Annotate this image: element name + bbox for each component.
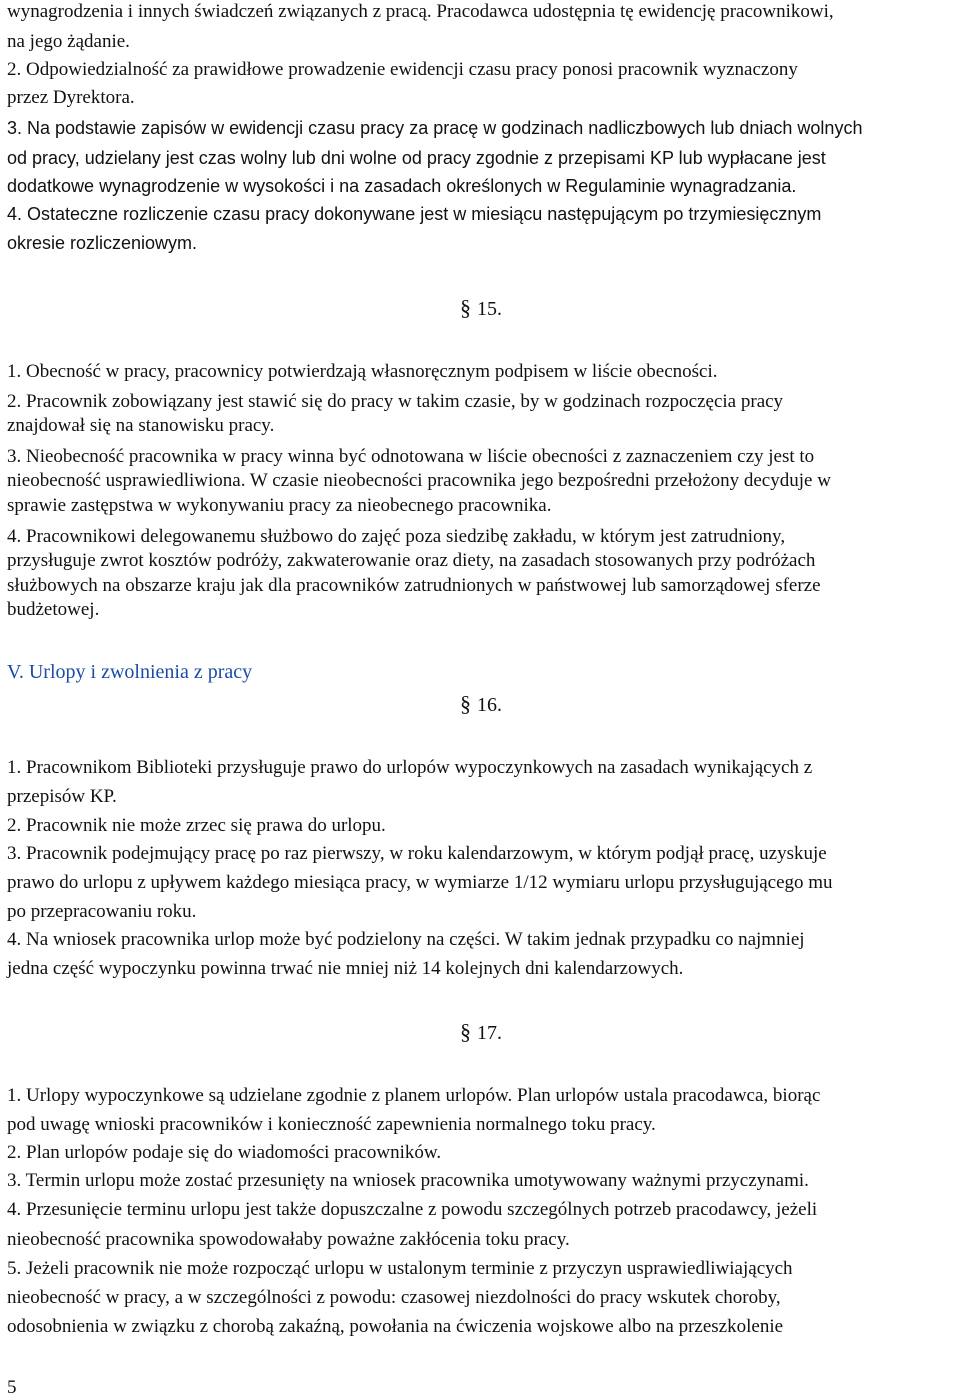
section-number-15 — [460, 296, 502, 321]
text-line: 1. Obecność w pracy, pracownicy potwierdzają własnoręcznym podpisem w liście obecności. — [7, 361, 718, 382]
section-symbol: § — [460, 1019, 471, 1044]
text-line: 1. Urlopy wypoczynkowe są udzielane zgodnie z planem urlopów. Plan urlopów ustala pracodawca, biorąc — [7, 1085, 821, 1106]
text-line: 4. Przesunięcie terminu urlopu jest także dopuszczalne z powodu szczególnych potrzeb pracodawcy, jeżeli — [7, 1199, 818, 1220]
section-symbol: § — [460, 295, 471, 320]
text-line: 4. Pracownikowi delegowanemu służbowo do zajęć poza siedzibę zakładu, w którym jest zatrudniony, — [7, 526, 786, 547]
section-number-text: 16. — [477, 694, 502, 716]
text-line: nieobecność pracownika spowodowałaby poważne zakłócenia toku pracy. — [7, 1229, 570, 1250]
text-line: 2. Pracownik nie może zrzec się prawa do urlopu. — [7, 815, 386, 836]
text-line: 5. Jeżeli pracownik nie może rozpocząć urlopu w ustalonym terminie z przyczyn usprawiedliwiających — [7, 1258, 793, 1279]
section-number-17 — [460, 1020, 502, 1045]
text-line: znajdował się na stanowisku pracy. — [7, 415, 275, 436]
text-line: 3. Termin urlopu może zostać przesunięty na wniosek pracownika umotywowany ważnymi przyczynami. — [7, 1170, 809, 1191]
text-line: 4. Na wniosek pracownika urlop może być podzielony na części. W takim jednak przypadku co najmniej — [7, 929, 805, 950]
text-line: odosobnienia w związku z chorobą zakaźną, powołania na ćwiczenia wojskowe albo na przeszkolenie — [7, 1316, 784, 1337]
text-line: od pracy, udzielany jest czas wolny lub dni wolne od pracy zgodnie z przepisami KP lub wypłacane jest — [7, 148, 826, 168]
text-line: jedna część wypoczynku powinna trwać nie mniej niż 14 kolejnych dni kalendarzowych. — [7, 958, 684, 979]
text-line: przez Dyrektora. — [7, 87, 135, 108]
chapter-heading: V. Urlopy i zwolnienia z pracy — [7, 661, 253, 683]
text-line: 2. Pracownik zobowiązany jest stawić się do pracy w takim czasie, by w godzinach rozpoczęcia pracy — [7, 391, 784, 412]
text-line: 3. Pracownik podejmujący pracę po raz pierwszy, w roku kalendarzowym, w którym podjął pracę, uzyskuje — [7, 843, 827, 864]
section-number-16 — [460, 692, 502, 717]
text-line: 3. Nieobecność pracownika w pracy winna być odnotowana w liście obecności z zaznaczeniem czy jest to — [7, 446, 815, 467]
text-line: sprawie zastępstwa w wykonywaniu pracy za nieobecnego pracownika. — [7, 495, 552, 516]
text-line: budżetowej. — [7, 599, 100, 620]
text-line: dodatkowe wynagrodzenie w wysokości i na zasadach określonych w Regulaminie wynagradzania. — [7, 176, 797, 196]
text-line: nieobecność usprawiedliwiona. W czasie nieobecności pracownika jego bezpośredni przełożony decyduje w — [7, 470, 831, 491]
page-number: 5 — [7, 1377, 17, 1398]
text-line: służbowych na obszarze kraju jak dla pracowników zatrudnionych w państwowej lub samorządowej sferze — [7, 575, 821, 596]
text-line: prawo do urlopu z upływem każdego miesiąca pracy, w wymiarze 1/12 wymiaru urlopu przysługującego mu — [7, 872, 833, 893]
text-line: przepisów KP. — [7, 786, 117, 807]
text-line: 2. Plan urlopów podaje się do wiadomości pracowników. — [7, 1142, 442, 1163]
text-line: 2. Odpowiedzialność za prawidłowe prowadzenie ewidencji czasu pracy ponosi pracownik wyznaczony — [7, 59, 798, 80]
text-line: pod uwagę wnioski pracowników i konieczność zapewnienia normalnego toku pracy. — [7, 1114, 656, 1135]
text-line: po przepracowaniu roku. — [7, 901, 197, 922]
section-number-text: 17. — [477, 1022, 502, 1044]
text-line: 3. Na podstawie zapisów w ewidencji czasu pracy za pracę w godzinach nadliczbowych lub dniach wolnych — [7, 118, 863, 138]
text-line: nieobecność w pracy, a w szczególności z powodu: czasowej niezdolności do pracy wskutek choroby, — [7, 1287, 781, 1308]
text-line: wynagrodzenia i innych świadczeń związanych z pracą. Pracodawca udostępnia tę ewidencję pracownikowi, — [7, 1, 834, 22]
text-line: przysługuje zwrot kosztów podróży, zakwaterowanie oraz diety, na zasadach stosowanych przy podróżach — [7, 550, 816, 571]
text-line: na jego żądanie. — [7, 31, 130, 52]
text-line: 4. Ostateczne rozliczenie czasu pracy dokonywane jest w miesiącu następującym po trzymiesięcznym — [7, 204, 822, 224]
text-line: 1. Pracownikom Biblioteki przysługuje prawo do urlopów wypoczynkowych na zasadach wynikających z — [7, 757, 813, 778]
section-number-text: 15. — [477, 298, 502, 320]
section-symbol: § — [460, 691, 471, 716]
text-line: okresie rozliczeniowym. — [7, 233, 198, 253]
